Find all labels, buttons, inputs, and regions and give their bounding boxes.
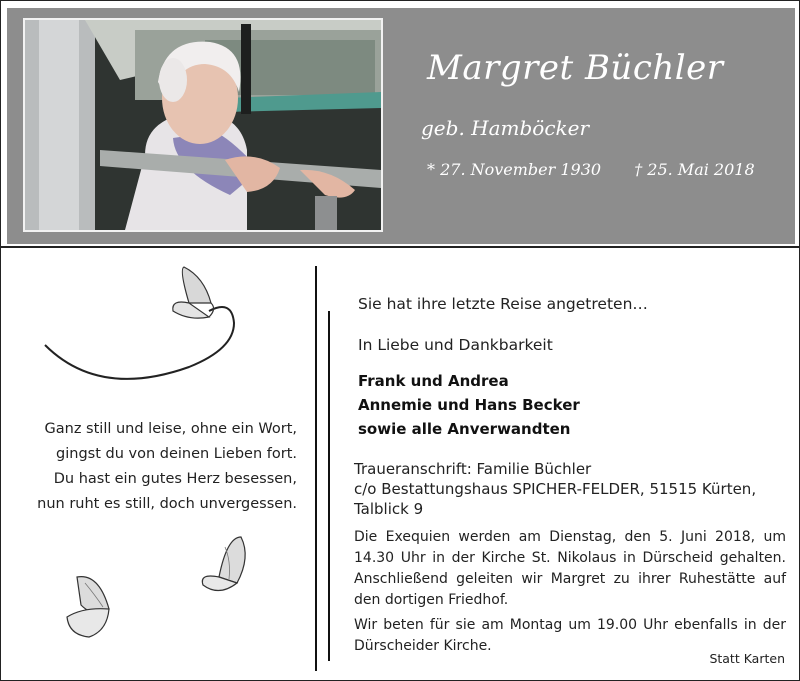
poem-line: gingst du von deinen Lieben fort. bbox=[56, 446, 297, 462]
birth-name: geb. Hamböcker bbox=[421, 116, 590, 140]
statt-karten-note: Statt Karten bbox=[709, 651, 785, 666]
header-divider bbox=[1, 246, 799, 248]
family-member: sowie alle Anverwandten bbox=[358, 420, 571, 438]
portrait-photo-illustration bbox=[25, 20, 381, 230]
column-divider-left bbox=[315, 266, 317, 671]
intro-text: Sie hat ihre letzte Reise angetreten… bbox=[358, 295, 648, 313]
thanks-text: In Liebe und Dankbarkeit bbox=[358, 336, 553, 354]
poem bbox=[21, 417, 297, 517]
butterfly-icon bbox=[197, 531, 257, 601]
portrait-photo bbox=[23, 18, 383, 232]
poem-line: nun ruht es still, doch unvergessen. bbox=[37, 496, 297, 512]
poem-line: Ganz still und leise, ohne ein Wort, bbox=[44, 421, 297, 437]
family-member: Frank und Andrea bbox=[358, 372, 509, 390]
address-line: c/o Bestattungshaus SPICHER-FELDER, 51515 Kürten, bbox=[354, 480, 757, 498]
life-dates bbox=[427, 160, 783, 179]
prayer-info: Wir beten für sie am Montag um 19.00 Uhr ebenfalls in der Dürscheider Kirche. bbox=[354, 617, 786, 654]
deceased-name: Margret Büchler bbox=[427, 48, 724, 88]
butterfly-swirl-icon bbox=[39, 259, 249, 389]
family-list bbox=[358, 369, 580, 441]
column-divider-right bbox=[328, 311, 330, 661]
mourning-address bbox=[354, 459, 786, 519]
service-info: Die Exequien werden am Dienstag, den 5. Juni 2018, um 14.30 Uhr in der Kirche St. Nikolaus in Dürscheid gehalten. Anschließend geleiten wir Margret zu ihrer Ruhestätte auf den dortigen Friedhof. bbox=[354, 529, 786, 608]
family-member: Annemie und Hans Becker bbox=[358, 396, 580, 414]
address-line: Talblick 9 bbox=[354, 500, 424, 518]
header-band bbox=[7, 8, 795, 244]
butterfly-icon bbox=[59, 569, 129, 644]
address-line: Traueranschrift: Familie Büchler bbox=[354, 460, 592, 478]
poem-line: Du hast ein gutes Herz besessen, bbox=[53, 471, 297, 487]
birth-date: * 27. November 1930 bbox=[427, 160, 602, 179]
death-date: † 25. Mai 2018 bbox=[634, 160, 755, 179]
